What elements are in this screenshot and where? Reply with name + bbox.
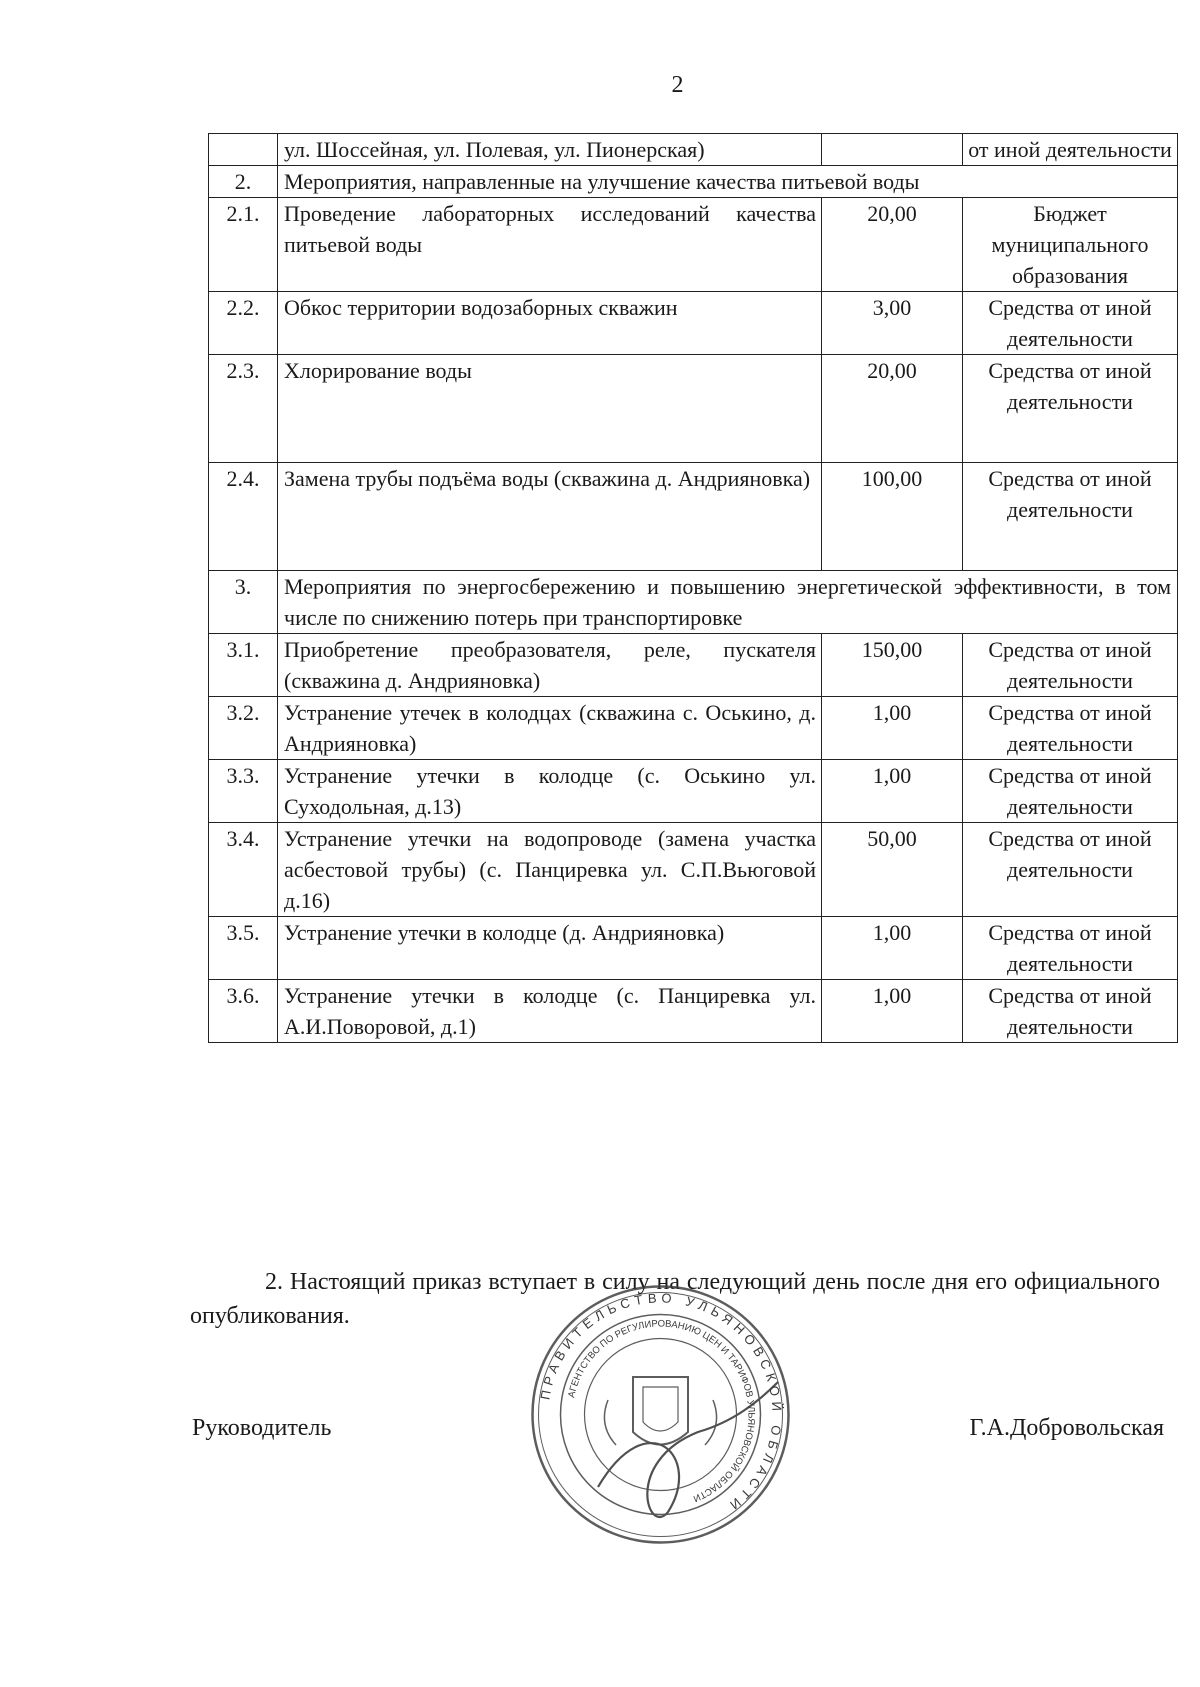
measure-name: Приобретение преобразователя, реле, пускателя (скважина д. Андрияновка)	[278, 634, 822, 697]
measure-amount: 3,00	[822, 292, 963, 355]
funding-source: Средства от иной деятельности	[963, 463, 1178, 571]
measure-amount	[822, 134, 963, 166]
closing-paragraph: 2. Настоящий приказ вступает в силу на следующий день после дня его официального опубликования.	[190, 1269, 1160, 1329]
table-row	[209, 166, 1178, 198]
table-row	[209, 355, 1178, 463]
table-row	[209, 760, 1178, 823]
signature-title: Руководитель	[192, 1415, 332, 1441]
measure-amount: 1,00	[822, 760, 963, 823]
seal-inner-text: АГЕНТСТВО ПО РЕГУЛИРОВАНИЮ ЦЕН И ТАРИФОВ УЛЬЯНОВСКОЙ ОБЛАСТИ	[566, 1318, 757, 1504]
table-row	[209, 463, 1178, 571]
row-number: 2.4.	[209, 463, 278, 571]
table-row	[209, 198, 1178, 292]
measure-name: Обкос территории водозаборных скважин	[278, 292, 822, 355]
row-number: 3.3.	[209, 760, 278, 823]
measure-amount: 20,00	[822, 198, 963, 292]
table-row	[209, 634, 1178, 697]
measure-amount: 1,00	[822, 980, 963, 1043]
measures-table-body	[209, 134, 1178, 1043]
funding-source: Средства от иной деятельности	[963, 292, 1178, 355]
funding-source: Средства от иной деятельности	[963, 980, 1178, 1043]
row-number: 3.2.	[209, 697, 278, 760]
measure-name: ул. Шоссейная, ул. Полевая, ул. Пионерская)	[278, 134, 822, 166]
funding-source: Средства от иной деятельности	[963, 917, 1178, 980]
row-number: 3.1.	[209, 634, 278, 697]
funding-source: от иной деятельности	[963, 134, 1178, 166]
row-number: 2.2.	[209, 292, 278, 355]
measure-name: Устранение утечки на водопроводе (замена участка асбестовой трубы) (с. Панциревка ул. С.П.Вьюговой д.16)	[278, 823, 822, 917]
section-title: Мероприятия по энергосбережению и повышению энергетической эффективности, в том числе по снижению потерь при транспортировке	[278, 571, 1178, 634]
row-number: 2.1.	[209, 198, 278, 292]
measure-amount: 20,00	[822, 355, 963, 463]
table-row	[209, 823, 1178, 917]
funding-source: Средства от иной деятельности	[963, 355, 1178, 463]
signature-name: Г.А.Добровольская	[969, 1415, 1164, 1441]
measure-amount: 1,00	[822, 697, 963, 760]
row-number: 3.5.	[209, 917, 278, 980]
measure-name: Замена трубы подъёма воды (скважина д. Андрияновка)	[278, 463, 822, 571]
row-number: 3.	[209, 571, 278, 634]
table-row	[209, 980, 1178, 1043]
page-number: 2	[671, 72, 684, 98]
table-row	[209, 292, 1178, 355]
funding-source: Средства от иной деятельности	[963, 823, 1178, 917]
row-number	[209, 134, 278, 166]
measure-amount: 150,00	[822, 634, 963, 697]
measure-name: Проведение лабораторных исследований качества питьевой воды	[278, 198, 822, 292]
section-title: Мероприятия, направленные на улучшение качества питьевой воды	[278, 166, 1178, 198]
table-row	[209, 697, 1178, 760]
measure-name: Устранение утечек в колодцах (скважина с. Оськино, д. Андрияновка)	[278, 697, 822, 760]
measure-amount: 1,00	[822, 917, 963, 980]
table-row	[209, 571, 1178, 634]
row-number: 3.4.	[209, 823, 278, 917]
funding-source: Бюджет муниципального образования	[963, 198, 1178, 292]
seal-outer-text: ПРАВИТЕЛЬСТВО УЛЬЯНОВСКОЙ ОБЛАСТИ	[537, 1290, 785, 1516]
table-row	[209, 917, 1178, 980]
measure-amount: 50,00	[822, 823, 963, 917]
measure-amount: 100,00	[822, 463, 963, 571]
measure-name: Устранение утечки в колодце (с. Панциревка ул. А.И.Поворовой, д.1)	[278, 980, 822, 1043]
measures-table	[208, 133, 1178, 1043]
official-seal	[528, 1282, 793, 1547]
funding-source: Средства от иной деятельности	[963, 697, 1178, 760]
funding-source: Средства от иной деятельности	[963, 760, 1178, 823]
table-row	[209, 134, 1178, 166]
row-number: 2.3.	[209, 355, 278, 463]
row-number: 2.	[209, 166, 278, 198]
funding-source: Средства от иной деятельности	[963, 634, 1178, 697]
measure-name: Устранение утечки в колодце (с. Оськино ул. Суходольная, д.13)	[278, 760, 822, 823]
measure-name: Хлорирование воды	[278, 355, 822, 463]
row-number: 3.6.	[209, 980, 278, 1043]
measure-name: Устранение утечки в колодце (д. Андрияновка)	[278, 917, 822, 980]
